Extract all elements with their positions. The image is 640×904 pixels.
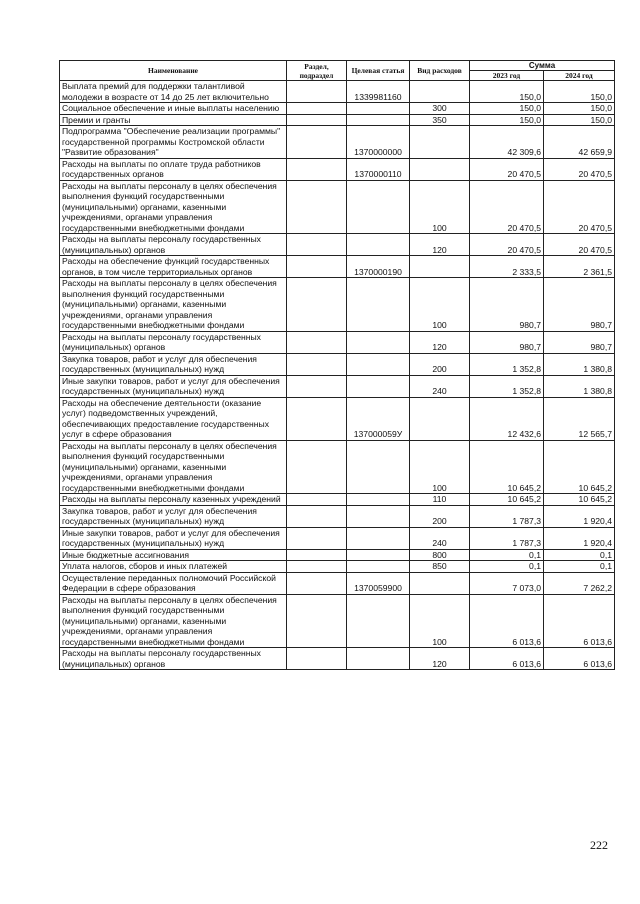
page-number: 222 bbox=[590, 838, 608, 852]
cell-section bbox=[287, 494, 347, 506]
cell-target: 1370059900 bbox=[347, 572, 410, 594]
cell-name: Закупка товаров, работ и услуг для обеспечения государственных (муниципальных) нужд bbox=[60, 505, 287, 527]
cell-amount-2023: 1 787,3 bbox=[470, 505, 544, 527]
cell-target: 137000059У bbox=[347, 397, 410, 440]
cell-amount-2023: 1 352,8 bbox=[470, 353, 544, 375]
cell-expense: 240 bbox=[410, 527, 470, 549]
header-target: Целевая статья bbox=[347, 61, 410, 81]
cell-section bbox=[287, 353, 347, 375]
cell-expense: 100 bbox=[410, 594, 470, 648]
table-header bbox=[60, 61, 615, 81]
cell-name: Расходы на выплаты по оплате труда работников государственных органов bbox=[60, 158, 287, 180]
cell-name: Расходы на выплаты персоналу государственных (муниципальных) органов bbox=[60, 234, 287, 256]
cell-section bbox=[287, 278, 347, 332]
table-row bbox=[60, 180, 615, 234]
cell-section bbox=[287, 527, 347, 549]
cell-amount-2023: 10 645,2 bbox=[470, 494, 544, 506]
table-row bbox=[60, 126, 615, 159]
table-row bbox=[60, 331, 615, 353]
cell-target bbox=[347, 353, 410, 375]
cell-target bbox=[347, 375, 410, 397]
cell-amount-2023: 0,1 bbox=[470, 561, 544, 573]
cell-expense: 800 bbox=[410, 549, 470, 561]
cell-amount-2024: 980,7 bbox=[544, 278, 615, 332]
cell-name: Иные бюджетные ассигнования bbox=[60, 549, 287, 561]
cell-amount-2023: 1 787,3 bbox=[470, 527, 544, 549]
table-row bbox=[60, 158, 615, 180]
cell-amount-2024: 12 565,7 bbox=[544, 397, 615, 440]
cell-amount-2023: 1 352,8 bbox=[470, 375, 544, 397]
table-row bbox=[60, 114, 615, 126]
cell-section bbox=[287, 572, 347, 594]
cell-amount-2023: 6 013,6 bbox=[470, 594, 544, 648]
table-row bbox=[60, 494, 615, 506]
table-row bbox=[60, 81, 615, 103]
cell-name: Выплата премий для поддержки талантливой молодежи в возрасте от 14 до 25 лет включительно bbox=[60, 81, 287, 103]
table-row bbox=[60, 549, 615, 561]
cell-target bbox=[347, 527, 410, 549]
table-row bbox=[60, 103, 615, 115]
table-body bbox=[60, 81, 615, 670]
table-row bbox=[60, 397, 615, 440]
cell-section bbox=[287, 114, 347, 126]
cell-section bbox=[287, 256, 347, 278]
cell-amount-2024: 10 645,2 bbox=[544, 440, 615, 494]
cell-amount-2023: 6 013,6 bbox=[470, 648, 544, 670]
cell-target bbox=[347, 103, 410, 115]
cell-expense: 120 bbox=[410, 648, 470, 670]
cell-section bbox=[287, 440, 347, 494]
header-year-2023: 2023 год bbox=[470, 71, 544, 81]
cell-target: 1370000000 bbox=[347, 126, 410, 159]
cell-expense: 100 bbox=[410, 440, 470, 494]
cell-amount-2024: 6 013,6 bbox=[544, 594, 615, 648]
cell-amount-2024: 980,7 bbox=[544, 331, 615, 353]
cell-amount-2024: 1 920,4 bbox=[544, 527, 615, 549]
cell-name: Расходы на обеспечение функций государственных органов, в том числе территориальных органов bbox=[60, 256, 287, 278]
cell-section bbox=[287, 594, 347, 648]
cell-section bbox=[287, 375, 347, 397]
cell-amount-2024: 150,0 bbox=[544, 114, 615, 126]
cell-amount-2023: 10 645,2 bbox=[470, 440, 544, 494]
cell-target bbox=[347, 648, 410, 670]
cell-amount-2024: 1 380,8 bbox=[544, 375, 615, 397]
cell-expense bbox=[410, 158, 470, 180]
cell-name: Уплата налогов, сборов и иных платежей bbox=[60, 561, 287, 573]
cell-expense: 100 bbox=[410, 180, 470, 234]
cell-expense bbox=[410, 81, 470, 103]
cell-amount-2023: 20 470,5 bbox=[470, 234, 544, 256]
cell-expense bbox=[410, 126, 470, 159]
cell-amount-2023: 150,0 bbox=[470, 114, 544, 126]
cell-target: 1370000110 bbox=[347, 158, 410, 180]
table-row bbox=[60, 594, 615, 648]
cell-amount-2024: 10 645,2 bbox=[544, 494, 615, 506]
cell-amount-2023: 150,0 bbox=[470, 103, 544, 115]
cell-name: Подпрограмма "Обеспечение реализации программы" государственной программы Костромской области "Развитие образования" bbox=[60, 126, 287, 159]
cell-amount-2023: 2 333,5 bbox=[470, 256, 544, 278]
cell-name: Премии и гранты bbox=[60, 114, 287, 126]
table-row bbox=[60, 648, 615, 670]
cell-expense: 850 bbox=[410, 561, 470, 573]
cell-expense: 110 bbox=[410, 494, 470, 506]
cell-expense: 100 bbox=[410, 278, 470, 332]
cell-amount-2023: 42 309,6 bbox=[470, 126, 544, 159]
cell-target bbox=[347, 331, 410, 353]
cell-section bbox=[287, 234, 347, 256]
cell-amount-2024: 150,0 bbox=[544, 81, 615, 103]
header-expense: Вид расходов bbox=[410, 61, 470, 81]
cell-target bbox=[347, 278, 410, 332]
cell-amount-2023: 980,7 bbox=[470, 331, 544, 353]
cell-name: Социальное обеспечение и иные выплаты населению bbox=[60, 103, 287, 115]
header-section: Раздел, подраздел bbox=[287, 61, 347, 81]
header-year-2024: 2024 год bbox=[544, 71, 615, 81]
cell-name: Расходы на выплаты персоналу в целях обеспечения выполнения функций государственными (муниципальными) органами, казенными учреждениями, органами управления государственными внебюджетными фондами bbox=[60, 278, 287, 332]
cell-section bbox=[287, 158, 347, 180]
table-row bbox=[60, 440, 615, 494]
cell-name: Иные закупки товаров, работ и услуг для обеспечения государственных (муниципальных) нужд bbox=[60, 375, 287, 397]
cell-name: Расходы на выплаты персоналу государственных (муниципальных) органов bbox=[60, 648, 287, 670]
cell-expense bbox=[410, 397, 470, 440]
cell-section bbox=[287, 331, 347, 353]
cell-target bbox=[347, 549, 410, 561]
cell-section bbox=[287, 103, 347, 115]
cell-target bbox=[347, 180, 410, 234]
cell-section bbox=[287, 81, 347, 103]
cell-name: Расходы на обеспечение деятельности (оказание услуг) подведомственных учреждений, обеспечивающих предоставление государственных услуг в сфере образования bbox=[60, 397, 287, 440]
table-row bbox=[60, 278, 615, 332]
cell-expense bbox=[410, 572, 470, 594]
cell-amount-2023: 980,7 bbox=[470, 278, 544, 332]
cell-expense: 200 bbox=[410, 353, 470, 375]
cell-amount-2023: 12 432,6 bbox=[470, 397, 544, 440]
cell-expense: 240 bbox=[410, 375, 470, 397]
cell-name: Расходы на выплаты персоналу в целях обеспечения выполнения функций государственными (муниципальными) органами, казенными учреждениями, органами управления государственными внебюджетными фондами bbox=[60, 594, 287, 648]
cell-section bbox=[287, 648, 347, 670]
cell-expense: 120 bbox=[410, 234, 470, 256]
cell-amount-2023: 20 470,5 bbox=[470, 158, 544, 180]
cell-target: 1370000190 bbox=[347, 256, 410, 278]
cell-name: Закупка товаров, работ и услуг для обеспечения государственных (муниципальных) нужд bbox=[60, 353, 287, 375]
cell-amount-2023: 150,0 bbox=[470, 81, 544, 103]
cell-target bbox=[347, 594, 410, 648]
table-row bbox=[60, 505, 615, 527]
cell-amount-2023: 20 470,5 bbox=[470, 180, 544, 234]
cell-target bbox=[347, 505, 410, 527]
table-row bbox=[60, 527, 615, 549]
cell-amount-2024: 0,1 bbox=[544, 561, 615, 573]
table-row bbox=[60, 375, 615, 397]
cell-amount-2024: 20 470,5 bbox=[544, 234, 615, 256]
cell-target bbox=[347, 234, 410, 256]
cell-name: Расходы на выплаты персоналу государственных (муниципальных) органов bbox=[60, 331, 287, 353]
budget-table bbox=[59, 60, 615, 670]
cell-section bbox=[287, 180, 347, 234]
cell-amount-2024: 7 262,2 bbox=[544, 572, 615, 594]
cell-amount-2024: 1 920,4 bbox=[544, 505, 615, 527]
cell-expense bbox=[410, 256, 470, 278]
cell-target bbox=[347, 494, 410, 506]
header-name: Наименование bbox=[60, 61, 287, 81]
cell-amount-2024: 42 659,9 bbox=[544, 126, 615, 159]
cell-target bbox=[347, 114, 410, 126]
table-row bbox=[60, 234, 615, 256]
cell-name: Осуществление переданных полномочий Российской Федерации в сфере образования bbox=[60, 572, 287, 594]
cell-name: Расходы на выплаты персоналу в целях обеспечения выполнения функций государственными (муниципальными) органами, казенными учреждениями, органами управления государственными внебюджетными фондами bbox=[60, 440, 287, 494]
cell-name: Расходы на выплаты персоналу в целях обеспечения выполнения функций государственными (муниципальными) органами, казенными учреждениями, органами управления государственными внебюджетными фондами bbox=[60, 180, 287, 234]
cell-amount-2024: 20 470,5 bbox=[544, 180, 615, 234]
cell-section bbox=[287, 397, 347, 440]
cell-amount-2024: 0,1 bbox=[544, 549, 615, 561]
table-row bbox=[60, 561, 615, 573]
cell-target bbox=[347, 440, 410, 494]
cell-section bbox=[287, 126, 347, 159]
cell-target: 1339981160 bbox=[347, 81, 410, 103]
cell-amount-2023: 7 073,0 bbox=[470, 572, 544, 594]
cell-section bbox=[287, 561, 347, 573]
cell-amount-2023: 0,1 bbox=[470, 549, 544, 561]
table-row bbox=[60, 353, 615, 375]
table-row bbox=[60, 572, 615, 594]
cell-expense: 300 bbox=[410, 103, 470, 115]
cell-target bbox=[347, 561, 410, 573]
table-row bbox=[60, 256, 615, 278]
cell-amount-2024: 1 380,8 bbox=[544, 353, 615, 375]
cell-expense: 200 bbox=[410, 505, 470, 527]
cell-name: Иные закупки товаров, работ и услуг для обеспечения государственных (муниципальных) нужд bbox=[60, 527, 287, 549]
cell-amount-2024: 150,0 bbox=[544, 103, 615, 115]
cell-name: Расходы на выплаты персоналу казенных учреждений bbox=[60, 494, 287, 506]
cell-amount-2024: 6 013,6 bbox=[544, 648, 615, 670]
header-sum: Сумма bbox=[470, 61, 615, 71]
cell-section bbox=[287, 505, 347, 527]
cell-amount-2024: 2 361,5 bbox=[544, 256, 615, 278]
cell-section bbox=[287, 549, 347, 561]
cell-expense: 350 bbox=[410, 114, 470, 126]
cell-expense: 120 bbox=[410, 331, 470, 353]
cell-amount-2024: 20 470,5 bbox=[544, 158, 615, 180]
